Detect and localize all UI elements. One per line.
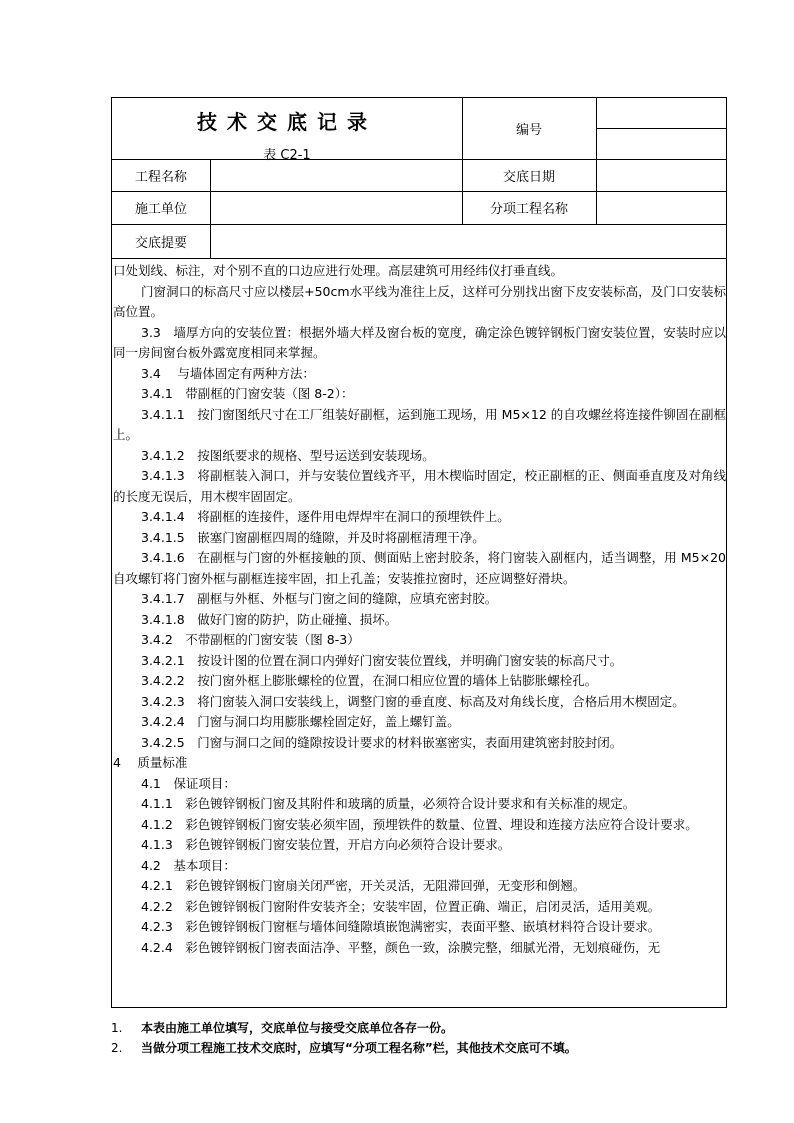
content-paragraph: 3.4.2.1 按设计图的位置在洞口内弹好门窗安装位置线，并明确门窗安装的标高尺寸。 bbox=[141, 652, 623, 668]
content-paragraph: 4.2.3 彩色镀锌钢板门窗框与墙体间缝隙填嵌饱满密实，表面平整、嵌填材料符合设计要求。 bbox=[141, 919, 661, 934]
content-paragraph: 4.1.1 彩色镀锌钢板门窗及其附件和玻璃的质量，必须符合设计要求和有关标准的规定。 bbox=[141, 796, 636, 811]
content-paragraph: 4.2 基本项目： bbox=[141, 857, 236, 873]
content-paragraph: 3.4.2.3 将门窗装入洞口安装线上，调整门窗的垂直度、标高及对角线长度，合格后用木楔固定。 bbox=[141, 693, 685, 709]
disclosure-form bbox=[111, 97, 727, 1008]
grid-line bbox=[596, 128, 726, 129]
note-number: 2. bbox=[111, 1041, 123, 1055]
content-paragraph: 4.1 保证项目： bbox=[141, 775, 236, 791]
content-paragraph: 3.4.2.5 门窗与洞口之间的缝隙按设计要求的材料嵌塞密实，表面用建筑密封胶封闭。 bbox=[141, 734, 623, 750]
date-field[interactable] bbox=[596, 159, 726, 191]
summary-field[interactable] bbox=[210, 224, 726, 258]
content-paragraph: 3.4.1.4 将副框的连接件，逐件用电焊焊牢在洞口的预埋铁件上。 bbox=[141, 509, 510, 524]
form-notes bbox=[111, 1018, 577, 1058]
form-title: 技术交底记录 bbox=[197, 110, 377, 134]
summary-label: 交底提要 bbox=[134, 235, 187, 251]
content-heading: 4 质量标准 bbox=[113, 755, 188, 770]
unit-field[interactable] bbox=[210, 191, 462, 224]
content-paragraph: 4.1.2 彩色镀锌钢板门窗安装必须牢固，预埋铁件的数量、位置、埋设和连接方法应符合设计要求。 bbox=[141, 816, 698, 832]
note-item bbox=[111, 1038, 577, 1058]
content-paragraph: 4.2.2 彩色镀锌钢板门窗附件安装齐全；安装牢固，位置正确、端正，启闭灵活，适用美观。 bbox=[141, 898, 661, 914]
project-name-field[interactable] bbox=[210, 159, 462, 191]
disclosure-content bbox=[112, 261, 728, 958]
content-paragraph: 3.4.1 带副框的门窗安装（图 8-2）： bbox=[141, 386, 354, 401]
content-paragraph: 3.3 墙厚方向的安装位置：根据外墙大样及窗台板的宽度，确定涂色镀锌钢板门窗安装位置，安装时应以同一房间窗台板外露宽度相同来掌握。 bbox=[113, 324, 726, 360]
content-paragraph: 3.4.1.6 在副框与门窗的外框接触的顶、侧面贴上密封胶条，将门窗装入副框内，适当调整，用 M5×20 自攻螺钉将门窗外框与副框连接牢固，扣上孔盖；安装推拉窗时，还应调整好滑块。 bbox=[113, 550, 726, 586]
note-item bbox=[111, 1018, 577, 1038]
note-text: 当做分项工程施工技术交底时，应填写“分项工程名称”栏，其他技术交底可不填。 bbox=[141, 1041, 577, 1055]
content-paragraph: 3.4.2.2 按门窗外框上膨胀螺栓的位置，在洞口相应位置的墙体上钻膨胀螺栓孔。 bbox=[141, 673, 598, 688]
content-paragraph: 3.4.1.1 按门窗图纸尺寸在工厂组装好副框，运到施工现场，用 M5×12 的自攻螺丝将连接件铆固在副框上。 bbox=[113, 406, 726, 442]
content-paragraph: 3.4.1.8 做好门窗的防护，防止碰撞、损坏。 bbox=[141, 611, 398, 627]
content-paragraph: 4.1.3 彩色镀锌钢板门窗安装位置，开启方向必须符合设计要求。 bbox=[141, 837, 511, 852]
note-number: 1. bbox=[111, 1021, 123, 1035]
content-paragraph: 3.4.2.4 门窗与洞口均用膨胀螺栓固定好，盖上螺钉盖。 bbox=[141, 714, 460, 729]
content-paragraph: 3.4 与墙体固定有两种方法： bbox=[141, 365, 315, 381]
content-paragraph: 4.2.4 彩色镀锌钢板门窗表面洁净、平整，颜色一致，涂膜完整，细腻光滑，无划痕碰伤，无 bbox=[141, 939, 661, 955]
grid-line bbox=[112, 258, 726, 259]
sub-project-field[interactable] bbox=[596, 191, 726, 224]
sub-project-label: 分项工程名称 bbox=[489, 202, 568, 217]
project-name-label: 工程名称 bbox=[134, 169, 187, 185]
number-label: 编号 bbox=[515, 123, 542, 138]
content-paragraph: 3.4.1.7 副框与外框、外框与门窗之间的缝隙，应填充密封胶。 bbox=[141, 591, 498, 606]
content-paragraph: 3.4.1.3 将副框装入洞口，并与安装位置线齐平，用木楔临时固定，校正副框的正、侧面垂直度及对角线的长度无误后，用木楔牢固固定。 bbox=[113, 468, 726, 504]
content-paragraph: 门窗洞口的标高尺寸应以楼层+50cm水平线为准往上反，这样可分别找出窗下皮安装标高，及门口安装标高位置。 bbox=[113, 283, 726, 319]
date-label: 交底日期 bbox=[502, 169, 555, 185]
content-paragraph: 口处划线、标注，对个别不直的口边应进行处理。高层建筑可用经纬仪打垂直线。 bbox=[113, 263, 564, 278]
note-text: 本表由施工单位填写，交底单位与接受交底单位各存一份。 bbox=[141, 1021, 454, 1035]
content-paragraph: 4.2.1 彩色镀锌钢板门窗扇关闭严密，开关灵活，无阻滞回弹，无变形和倒翘。 bbox=[141, 878, 586, 893]
unit-label: 施工单位 bbox=[134, 202, 187, 217]
content-paragraph: 3.4.1.5 嵌塞门窗副框四周的缝隙，并及时将副框清理干净。 bbox=[141, 529, 485, 545]
form-number: 表 C2-1 bbox=[263, 148, 311, 163]
content-paragraph: 3.4.2 不带副框的门窗安装（图 8-3） bbox=[141, 632, 360, 647]
content-paragraph: 3.4.1.2 按图纸要求的规格、型号运送到安装现场。 bbox=[141, 447, 435, 463]
